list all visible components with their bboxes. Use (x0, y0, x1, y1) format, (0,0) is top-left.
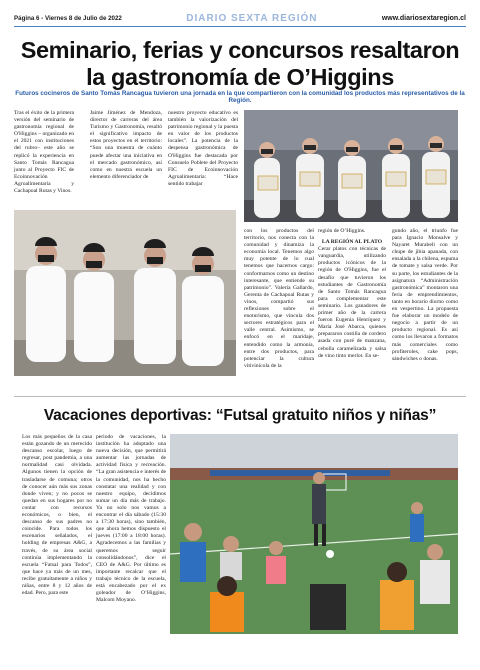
article1-col1 (14, 110, 74, 195)
article1-subhead: Futuros cocineros de Santo Tomás Rancagua tuvieron una jornada en la que compartieron con la comunidad los productos más representativos de la Región. (15, 90, 465, 104)
article2-col2-text: periodo de vacaciones, la institución ha adoptado una nueva decisión, que permitirá aumentar las jornadas de actividad física y recreación. “La gran asistencia e interés de la comunidad, nos ha hecho constatar una realidad y con nuestro equipo, decidimos sumar un día más de trabajo. Ya no solo nos vamos a encontrar el día sábado (15:30 a 17:30 horas), sino también, que ahora hemos dispuesto el jueves (17:00 a 18:00 horas). Agradecemos a las familias y queremos seguir consolidándonos”, dice el CEO de A&G. Por último es importante recalcar que el trabajo técnico de la escuela, está encabezado por el ex goleador de O’Higgins, Malcom Moyano. (96, 434, 166, 604)
chefs-group-photo (14, 210, 236, 376)
article2-col1 (22, 434, 92, 597)
article1-col5a-text: región de O’Higgins. (318, 228, 366, 234)
article2-col2 (96, 434, 166, 604)
article1-col2 (90, 110, 162, 181)
article1-col5b-text: Cerar platos con técnicas de vanguardia, utilizando productos icónicos de la región de O'Higgins, fue el desafío que tuvieron los estudiantes de Gastronomía de Santo Tomás Rancagua para complementar este seminario. Los ganadores de primer año de la carrera fueron Eugenia Henríquez y María José Abarca, quienes prepararon costilla de cordero asada con puré de manzana, cebolla caramelizada y salsa de vino tinto merlot. En se- (318, 246, 386, 359)
newspaper-brand: DIARIO SEXTA REGIÓN (186, 13, 318, 24)
article1-col4 (244, 228, 314, 370)
article1-col5 (318, 228, 386, 360)
website-link[interactable]: www.diariosextaregion.cl (381, 15, 466, 22)
diploma-group-photo (244, 110, 458, 222)
page-date: Página 6 - Viernes 8 de Julio de 2022 (14, 15, 122, 22)
page-header (14, 11, 466, 27)
futsal-kids-photo (170, 434, 458, 634)
article1-col2-text: Jaime Jiménez de Mendoza, director de carreras del área Turismo y Gastronomía, resaltó el significativo impacto de estos proyectos en el territorio: “Son una muestra de cuánto puede afectar una iniciativa en el mercado gastronómico, así como en nuestra escuela un elemento diferenciador de (90, 110, 162, 180)
article1-col5-heading: LA REGIÓN AL PLATO (321, 239, 383, 246)
article1-headline: Seminario, ferias y concursos resaltaron la gastronomía de O’Higgins (20, 37, 460, 90)
article1-col4-text: con los productos del territorio, nos conecta con la comunidad y dinamiza la economía local. Tenemos algo muy potente de lo cual tenemos que hacernos cargo: conformarnos como un destino interesante, que entiende su patrimonio”. Valeria Gallardo, Gerenta de Cachapoal Rutas y vinos, compartió sus reflexiones sobre el enoturismo, que vincula dos sectores estratégicos para el valle central. Asimismo, se enfocó en el maridaje, entendido como la armonía, entre dos productos, para potenciar la cultura vitivinícola de la (244, 228, 314, 369)
article1-col1-text: Tras el éxito de la primera versión del seminario de gastronomía regional de O'Higgins – organizado en el 2021 con instituciones del rubro– este año se replicó la experiencia en Santo Tomás Rancagua junto al Proyecto FIC de Ecoinnovación Agroalimentaria y Cachapoal Rutas y Vinos. (14, 110, 74, 195)
article1-col6-text: gundo año, el triunfo fue para Ignacio Monsalve y Nayaret Murabeli con un chupe de jibia apanada, con ensalada a la chilena, espuma de tomate y salsa verde. Por su parte, los estudiantes de la asignatura “Administración gastronómica” montaron una feria de emprendimientos, tanto en horario diurno como en vespertino. La propuesta fue elaborar un modelo de negocio a partir de un producto regional. Es así como los llevaron a formatos más comerciales como profiteroles, cake pops, sándwiches o donas. (392, 228, 459, 362)
section-divider (14, 396, 466, 397)
article2-headline: Vacaciones deportivas: “Futsal gratuito niños y niñas” (43, 407, 437, 424)
article1-col6 (392, 228, 458, 363)
article1-col3 (168, 110, 238, 188)
article2-col1-text: Los más pequeños de la casa están gozando de un merecido descanso escolar, luego de regresar, post pandemia, a una normalidad casi olvidada. Algunos tienen la opción de trasladarse de comuna; otros de conocer aún más sus zonas donde viven; y no pocos se quedan en sus hogares por no contar con recursos económicos, o bien, el descanso de sus padres no coincide. Para todos los escenarios señalados, el holding de empresas A&G, a través, de su área social continúa implementando la escuela “Futsal para Todos”, que hace ya más de un mes, recibe gratuitamente a niños y niñas, entre 8 y 12 años de edad. Pero, para este (22, 434, 92, 597)
article1-col3-text: nuestro proyecto educativo es también la valorización del patrimonio regional y la puesta en valor de los productos locales”. La potencia de la despensa gastronómica de O'Higgins fue destacada por Consuelo Poblete del Proyecto FIC de Ecoinnovación Agroalimentaria: “Hace sentido trabajar (168, 110, 238, 187)
